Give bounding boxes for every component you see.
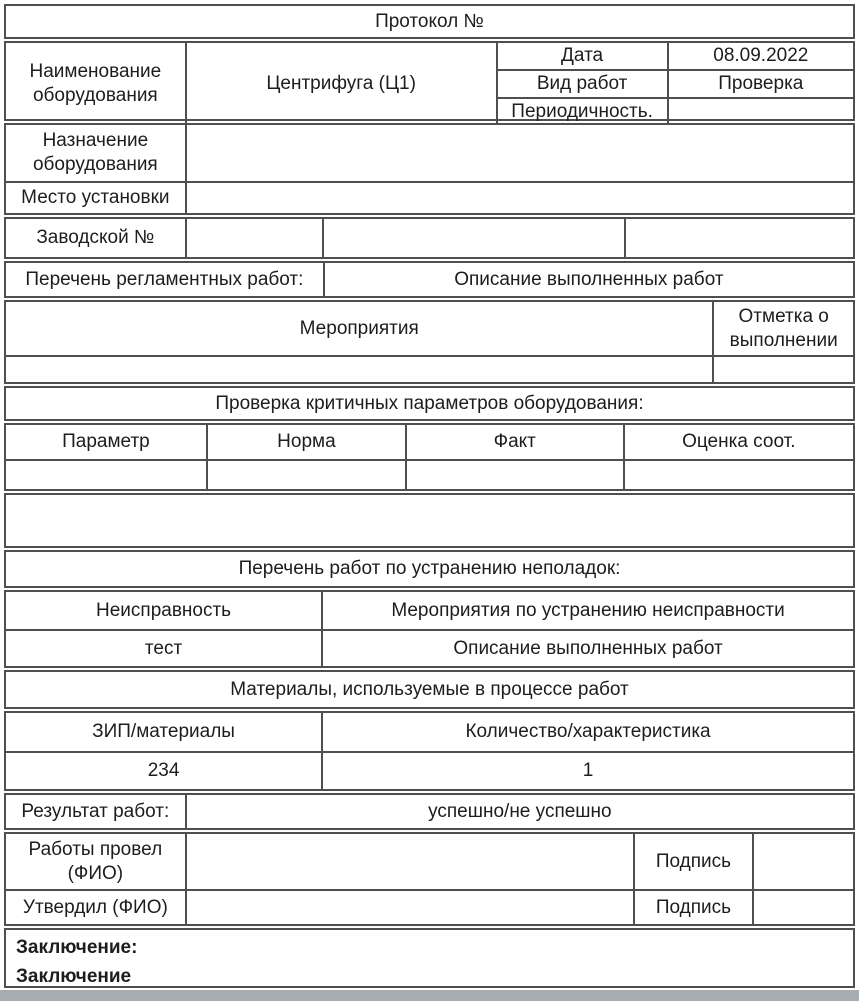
materials-section-title: Материалы, используемые в процессе работ <box>230 678 629 700</box>
location-value <box>185 181 853 213</box>
result-label: Результат работ: <box>21 800 170 822</box>
periodicity-value <box>667 97 853 125</box>
section-materials-title <box>4 670 855 709</box>
date-value: 08.09.2022 <box>667 43 853 69</box>
materials-row-quantity: 1 <box>321 751 853 789</box>
activities-header: Мероприятия <box>299 317 419 339</box>
works-description-header: Описание выполненных работ <box>323 263 853 296</box>
purpose-value <box>185 125 853 181</box>
equipment-name-value: Центрифуга (Ц1) <box>185 43 496 124</box>
troubleshooting-section-title: Перечень работ по устранению неполадок: <box>238 558 621 580</box>
approver-name-field <box>185 889 633 924</box>
serial-value-3 <box>624 219 853 257</box>
periodicity-label: Периодичность. <box>496 97 667 125</box>
section-troubleshooting-table <box>4 590 855 668</box>
section-regulated-works <box>4 261 855 298</box>
completion-mark-header: Отметка о выполнении <box>712 302 853 355</box>
performer-label: Работы провел (ФИО) <box>28 838 163 884</box>
performer-signature-field <box>752 834 853 889</box>
materials-row-item: 234 <box>6 751 321 789</box>
parameters-section-title: Проверка критичных параметров оборудования: <box>215 392 644 414</box>
serial-value-2 <box>322 219 624 257</box>
section-materials-table <box>4 711 855 791</box>
performer-sign-label: Подпись <box>633 834 752 889</box>
work-type-label: Вид работ <box>496 69 667 97</box>
date-label: Дата <box>496 43 667 69</box>
fault-row-actions: Описание выполненных работ <box>321 629 853 666</box>
conclusion-title: Заключение: <box>16 937 138 958</box>
materials-item-header: ЗИП/материалы <box>92 721 235 743</box>
materials-quantity-header: Количество/характеристика <box>321 713 853 751</box>
equipment-name-label: Наименование оборудования <box>29 60 162 106</box>
empty-area <box>6 495 853 546</box>
serial-value-1 <box>185 219 322 257</box>
conclusion-block <box>6 930 853 995</box>
section-signatures <box>4 832 855 926</box>
result-value: успешно/не успешно <box>185 795 853 828</box>
section-equipment <box>4 41 855 121</box>
param-col-header: Параметр <box>62 431 150 453</box>
document-title: Протокол № <box>375 10 484 32</box>
section-result <box>4 793 855 830</box>
section-title <box>4 4 855 39</box>
section-serial <box>4 217 855 259</box>
assessment-col-header: Оценка соот. <box>623 425 853 459</box>
purpose-label: Назначение оборудования <box>32 130 158 175</box>
serial-label: Заводской № <box>36 227 155 249</box>
work-type-value: Проверка <box>667 69 853 97</box>
section-empty-spacer <box>4 493 855 548</box>
approver-sign-label: Подпись <box>633 889 752 924</box>
norm-col-header: Норма <box>206 425 405 459</box>
section-purpose-location <box>4 123 855 215</box>
activity-row-value <box>6 355 712 382</box>
page-edge-strip <box>0 990 859 1001</box>
section-parameters-title <box>4 386 855 421</box>
conclusion-text: Заключение <box>16 965 132 987</box>
regulated-works-label: Перечень регламентных работ: <box>25 268 304 290</box>
fault-row-name: тест <box>6 629 321 666</box>
param-row-cell <box>6 459 206 489</box>
fault-actions-header: Мероприятия по устранению неисправности <box>321 592 853 629</box>
section-activities <box>4 300 855 384</box>
location-label: Место установки <box>6 181 185 213</box>
section-parameters-table <box>4 423 855 491</box>
activity-row-mark <box>712 355 853 382</box>
param-row-cell <box>405 459 623 489</box>
performer-name-field <box>185 834 633 889</box>
section-troubleshooting-title <box>4 550 855 588</box>
approver-label: Утвердил (ФИО) <box>6 889 185 924</box>
fault-header: Неисправность <box>96 599 232 621</box>
approver-signature-field <box>752 889 853 924</box>
fact-col-header: Факт <box>405 425 623 459</box>
param-row-cell <box>623 459 853 489</box>
section-conclusion <box>4 928 855 988</box>
param-row-cell <box>206 459 405 489</box>
